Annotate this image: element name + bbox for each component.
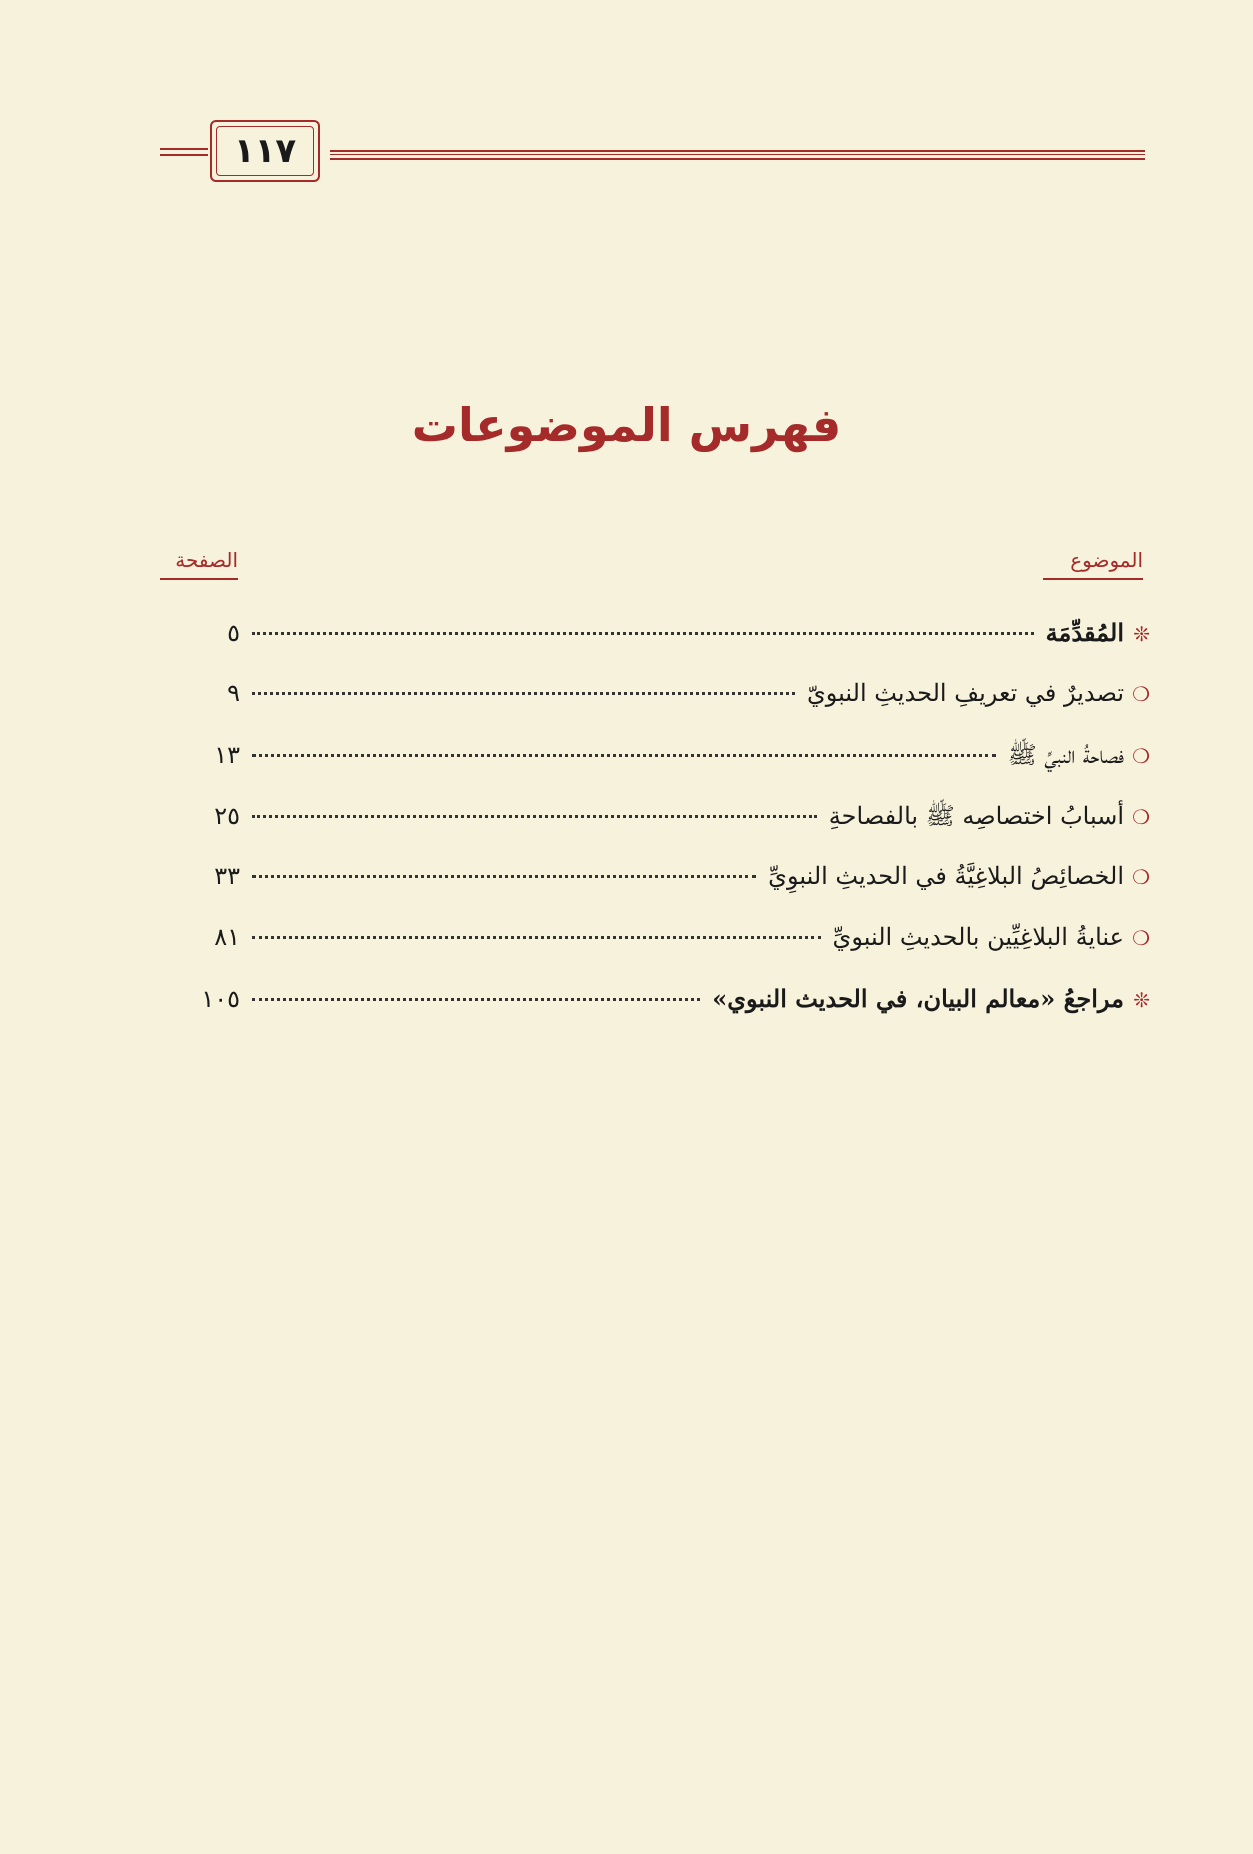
toc-entry[interactable] — [150, 801, 1150, 862]
dot-leader — [252, 754, 996, 757]
circle-bullet-icon: ❍ — [1132, 926, 1150, 950]
toc-entry-label: فصاحةُ النبيِّ ﷺ — [1007, 741, 1124, 769]
toc-entry-page: ٣٣ — [214, 862, 240, 890]
star-bullet-icon: ❊ — [1133, 622, 1150, 646]
toc-entry[interactable] — [150, 984, 1150, 1045]
dot-leader — [252, 998, 700, 1001]
toc-entry[interactable] — [150, 923, 1150, 984]
toc-entry-page: ١٣ — [214, 741, 240, 769]
page-title: فهرس الموضوعات — [411, 398, 842, 452]
dot-leader — [252, 815, 817, 818]
dot-leader — [252, 875, 756, 878]
toc-entry[interactable] — [150, 862, 1150, 923]
page-number: ١١٧ — [233, 131, 297, 171]
toc-entry-label: عنايةُ البلاغِيِّين بالحديثِ النبويِّ — [832, 923, 1124, 951]
toc-entry[interactable] — [150, 679, 1150, 740]
page-number-frame — [210, 120, 320, 182]
toc-entry[interactable] — [150, 740, 1150, 801]
circle-bullet-icon: ❍ — [1132, 744, 1150, 768]
toc-entry[interactable] — [150, 618, 1150, 679]
toc-entry-label: أسبابُ اختصاصِه ﷺ بالفصاحةِ — [828, 802, 1124, 830]
toc-entry-label: الخصائِصُ البلاغِيَّةُ في الحديثِ النبوِيِّ — [768, 862, 1124, 890]
header-rule-right — [330, 150, 1145, 160]
toc-entry-label: المُقدِّمَة — [1045, 618, 1124, 647]
toc-entry-page: ٨١ — [214, 923, 240, 951]
toc-entry-page: ٢٥ — [214, 802, 240, 830]
toc-entry-page: ٥ — [227, 619, 240, 647]
dot-leader — [252, 632, 1034, 635]
subject-column-header: الموضوع — [1043, 548, 1143, 580]
toc-entry-page: ١٠٥ — [201, 985, 240, 1013]
toc-entry-label: تصديرٌ في تعريفِ الحديثِ النبويّ — [807, 679, 1124, 707]
circle-bullet-icon: ❍ — [1132, 805, 1150, 829]
circle-bullet-icon: ❍ — [1132, 682, 1150, 706]
page-column-header: الصفحة — [160, 548, 238, 580]
dot-leader — [252, 936, 821, 939]
header-rule-left — [160, 148, 208, 156]
star-bullet-icon: ❊ — [1133, 988, 1150, 1012]
dot-leader — [252, 692, 795, 695]
circle-bullet-icon: ❍ — [1132, 865, 1150, 889]
toc-entry-label: مراجعُ «معالم البيان، في الحديث النبوي» — [712, 984, 1124, 1013]
toc-entry-page: ٩ — [227, 679, 240, 707]
table-of-contents — [150, 618, 1150, 1045]
